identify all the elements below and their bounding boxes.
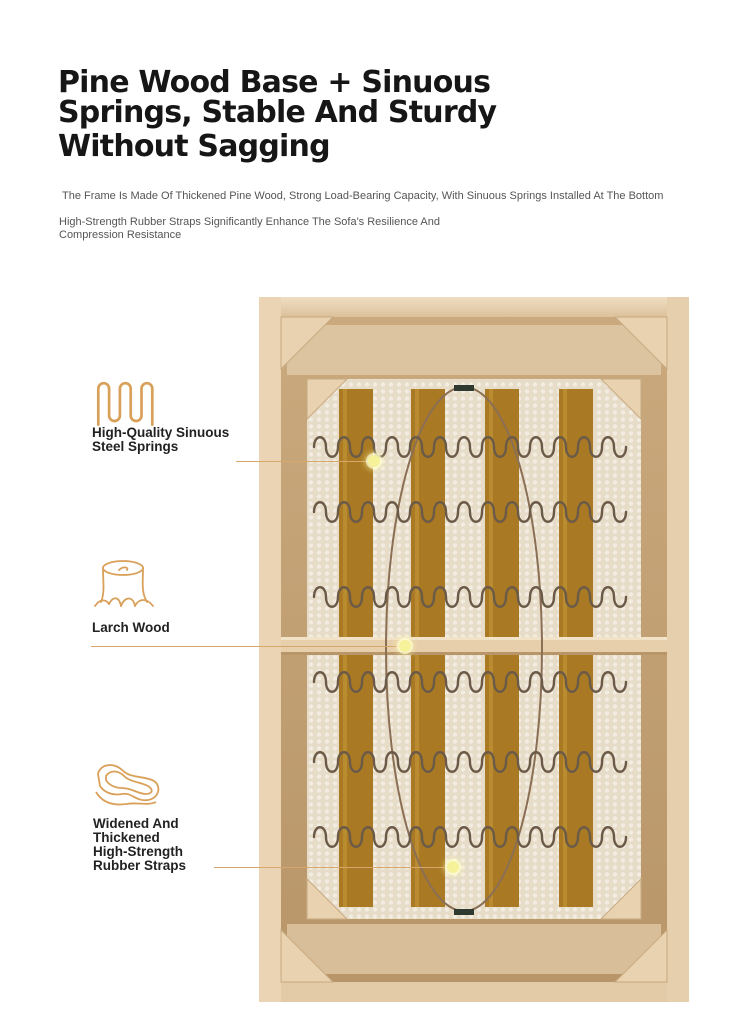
- feature-springs-line-2: Steel Springs: [92, 439, 179, 454]
- hotspot-springs[interactable]: [368, 455, 380, 467]
- title-line-3: Without Sagging: [58, 129, 330, 164]
- sofa-base-photo: [259, 297, 689, 1002]
- description-straps: High-Strength Rubber Straps Significantly Enhance The Sofa's Resilience And Compression Resistance: [59, 216, 441, 241]
- rubber-straps-icon: [92, 762, 162, 810]
- title-line-1: Pine Wood Base + Sinuous: [58, 65, 491, 100]
- leader-line-wood: [91, 646, 403, 647]
- feature-label-springs: [92, 426, 272, 454]
- tree-stump-icon: [93, 558, 157, 614]
- title-line-2: Springs, Stable And Sturdy: [58, 95, 497, 130]
- feature-label-straps: [93, 817, 243, 873]
- feature-straps-line-1: Widened And: [93, 816, 179, 831]
- sinuous-spring-icon: [92, 376, 156, 430]
- feature-straps-line-3: High-Strength: [93, 844, 183, 859]
- hotspot-straps[interactable]: [447, 861, 459, 873]
- feature-straps-line-4: Rubber Straps: [93, 858, 187, 873]
- page-title: [58, 65, 518, 164]
- hotspot-wood[interactable]: [399, 640, 411, 652]
- feature-springs-line-1: High-Quality Sinuous: [92, 425, 230, 440]
- description-frame: The Frame Is Made Of Thickened Pine Wood, Strong Load-Bearing Capacity, With Sinuous Springs Installed At The Bottom: [62, 190, 664, 202]
- feature-wood-line-1: Larch Wood: [92, 620, 170, 635]
- feature-label-wood: [92, 621, 272, 635]
- feature-straps-line-2: Thickened: [93, 830, 160, 845]
- leader-line-springs: [236, 461, 372, 462]
- leader-line-straps: [214, 867, 452, 868]
